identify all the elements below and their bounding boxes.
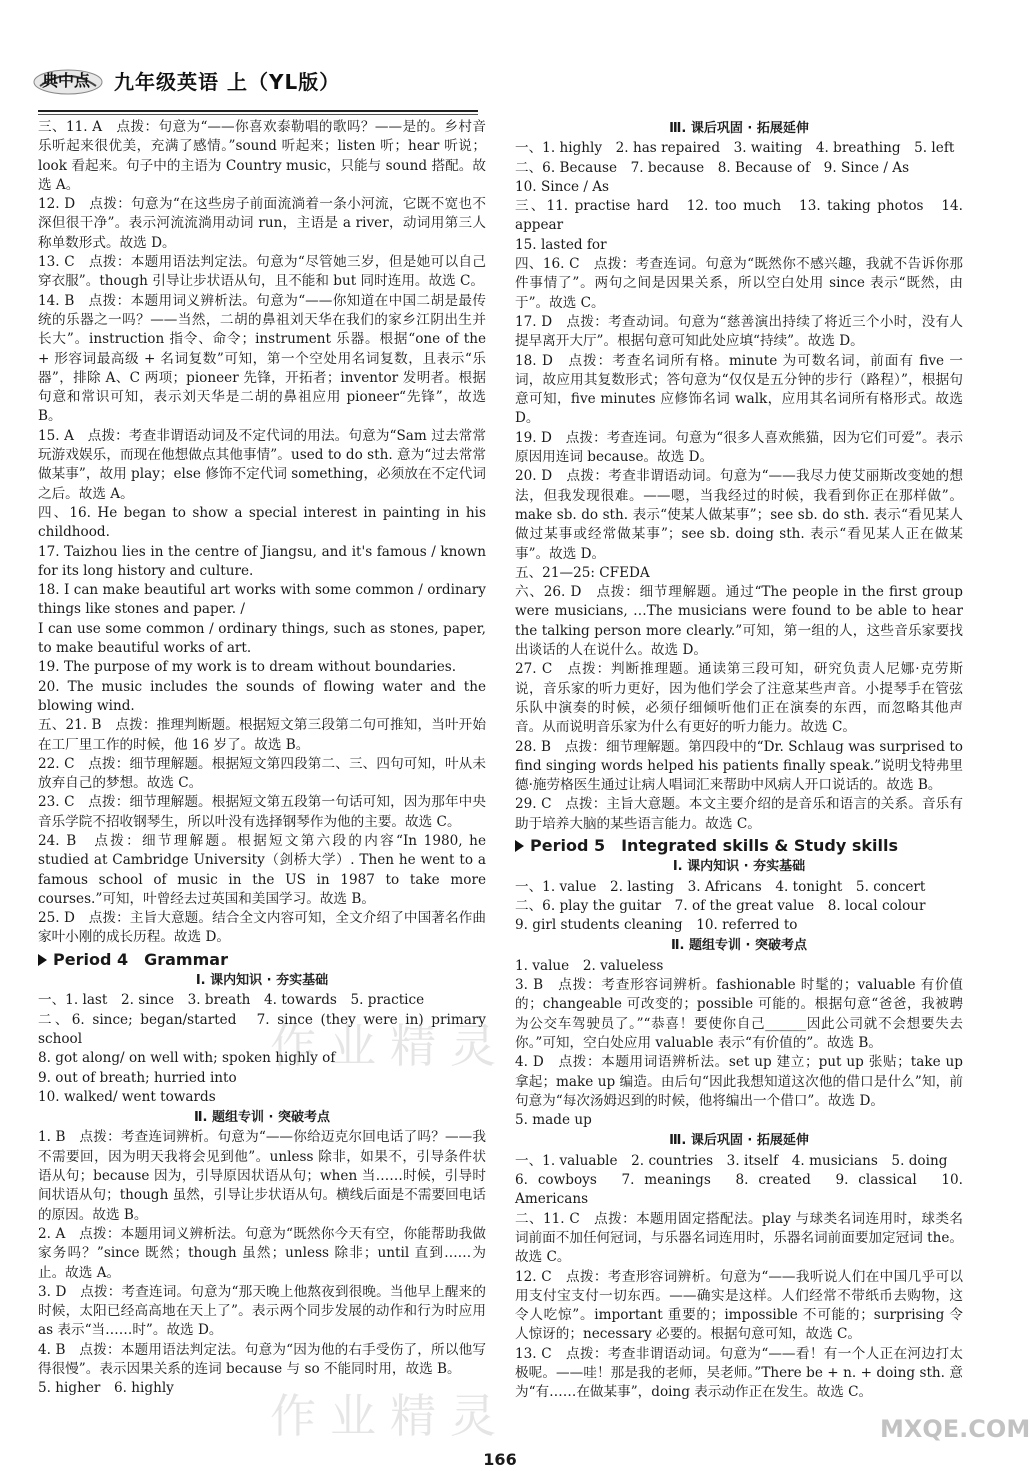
answer-item: 5. made up: [515, 1112, 592, 1129]
answer-item: 19. D 点拨：考查连词。句意为“很多人喜欢熊猫，因为它们可爱”。表示原因用连词 because。故选 D。: [515, 429, 963, 466]
answer-item: 20. D 点拨：考查非谓语动词。句意为“——我尽力使艾丽斯改变她的想法，但我发现很难。——嗯，当我经过的时候，我看到你正在那样做”。make sb. do sth. 表示“使某人做某事”；see sb. do sth. 表示“看见某人做过某事或经常做某事”；see sb. doing sth. 表示“看见某人正在做某事”。故选 D。: [515, 468, 963, 562]
answer-item: 13. C 点拨：本题用语法判定法。句意为“尽管她三岁，但是她可以自己穿衣服”。though 引导让步状语从句，且不能和 but 同时连用。故选 C。: [38, 254, 486, 290]
watermark: 作业精灵: [270, 1019, 510, 1073]
triangle-bullet-icon: [38, 954, 47, 966]
answer-item: 22. C 点拨：细节理解题。根据短文第四段第二、三、四句可知，叶从未放弃自己的梦想。故选 C。: [38, 755, 486, 792]
answer-item: 17. Taizhou lies in the centre of Jiangsu, and it's famous / known for its long history and culture.: [38, 543, 486, 579]
answer-item: 三、11. practise hard 12. too much 13. taking photos 14. appear: [515, 198, 963, 234]
section-subheading: Ⅱ. 题组专训 · 突破考点: [193, 1110, 331, 1126]
header-title: 九年级英语 上（YL版）: [114, 70, 341, 94]
answer-item: 一、1. value 2. lasting 3. Africans 4. tonight 5. concert: [515, 878, 926, 895]
answer-item: 1. value 2. valueless: [515, 957, 664, 974]
section-subheading: Ⅰ. 课内知识 · 夯实基础: [195, 973, 329, 989]
answer-item: 24. B 点拨：细节理解题。根据短文第六段的内容“In 1980, he studied at Cambridge University（剑桥大学）. Then he went to a famous school of music in the US in 1987 to take more courses.”可知，叶曾经去过英国和美国学习。故选 B。: [38, 832, 486, 907]
answer-item: 10. walked/ went towards: [38, 1088, 216, 1105]
answer-item: 23. C 点拨：细节理解题。根据短文第五段第一句话可知，因为那年中央音乐学院不招收钢琴生，所以叶没有选择钢琴作为他的主要。故选 C。: [38, 794, 486, 830]
header-rule: [38, 110, 478, 112]
answer-item: 18. D 点拨：考查名词所有格。minute 为可数名词，前面有 five 一词，故应用其复数形式；答句意为“仅仅是五分钟的步行（路程）”，根据句意可知，five minutes 应修饰名词 walk，应用其名词所有格形式。故选 D。: [515, 352, 963, 427]
answer-item: 四、16. C 点拨：考查连词。句意为“既然你不感兴趣，我就不告诉你那件事情了”。两句之间是因果关系，所以空白处用 since 表示“既然，由于”。故选 C。: [515, 256, 963, 311]
period-heading: [515, 836, 963, 855]
answer-item: 17. D 点拨：考查动词。句意为“慈善演出持续了将近三个小时，没有人提早离开大厅”。根据句意可知此处应填“持续”。故选 D。: [515, 313, 963, 350]
period-heading: [38, 950, 486, 969]
answer-item: 20. The music includes the sounds of flowing water and the blowing wind.: [38, 678, 486, 714]
answer-item: 六、26. D 点拨：细节理解题。通过“The people in the first group were musicians, …The musicians were found to be able to hear the talking person more clearly.”可知，第一组的人，这些音乐家要找出谈话的人在说什么。故选 D。: [515, 584, 963, 659]
period-title: Period 4 Grammar: [53, 949, 228, 969]
answer-item: 三、11. A 点拨：句意为“——你喜欢泰勒唱的歌吗？——是的。乡村音乐听起来很优美，充满了感情。”sound 听起来；listen 听；hear 听说；look 看起来。句子中的主语为 Country music，只能与 sound 搭配。故选 A。: [38, 119, 486, 193]
answer-item: I can use some common / ordinary things, such as stones, paper, to make beautiful works of art.: [38, 620, 486, 657]
answer-item: 15. lasted for: [515, 236, 607, 253]
header-rule-thin: [38, 114, 478, 115]
answer-item: 19. The purpose of my work is to dream without boundaries.: [38, 659, 457, 676]
answer-item: 一、1. last 2. since 3. breath 4. towards 5. practice: [38, 992, 425, 1009]
answer-item: 12. C 点拨：考查形容词辨析。句意为“——我听说人们在中国几乎可以用支付宝支付一切东西。——确实是这样。人们经常不带纸币去购物，这令人吃惊”。important 重要的；impossible 不可能的；surprising 令人惊讶的；necessary 必要的。根据句意可知，故选 C。: [515, 1268, 963, 1343]
answer-item: 13. C 点拨：考查非谓语动词。句意为“——看！有一个人正在河边打太极呢。——哇！那是我的老师，吴老师。”There be + n. + doing sth. 意为“有……在做某事”，doing 表示动作正在发生。故选 C。: [515, 1345, 963, 1401]
answer-item: 一、1. valuable 2. countries 3. itself 4. musicians 5. doing: [515, 1152, 948, 1169]
page-header: [32, 60, 492, 108]
answer-item: 5. higher 6. highly: [38, 1380, 174, 1397]
answer-item: 10. Since / As: [515, 178, 610, 195]
period-title: Period 5 Integrated skills & Study skills: [530, 835, 899, 855]
answer-item: 28. B 点拨：细节理解题。第四段中的“Dr. Schlaug was surprised to find singing words helped his patients finally speak.”说明戈特弗里德·施劳格医生通过让病人唱词汇来帮助中风病人开口说话的。故选 B。: [515, 738, 963, 794]
answer-item: 五、21—25: CFEDA: [515, 564, 650, 581]
section-subheading: Ⅲ. 课后巩固 · 拓展延伸: [669, 1133, 809, 1149]
section-subheading: Ⅱ. 题组专训 · 突破考点: [670, 938, 808, 954]
section-subheading: Ⅰ. 课内知识 · 夯实基础: [672, 859, 806, 875]
answer-item: 四、16. He began to show a special interest in painting in his childhood.: [38, 504, 486, 541]
answer-item: 25. D 点拨：主旨大意题。结合全文内容可知，全文介绍了中国著名作曲家叶小刚的成长历程。故选 D。: [38, 910, 486, 946]
answer-item: 18. I can make beautiful art works with some common / ordinary things like stones and paper. /: [38, 582, 486, 618]
answer-item: 4. D 点拨：本题用词语辨析法。set up 建立；put up 张贴；take up 拿起；make up 编造。由后句“因此我想知道这次他的借口是什么”知，前句意为“每次汤姆迟到的时候，他将编出一个借口”。故选 D。: [515, 1054, 963, 1109]
answer-item: 二、11. C 点拨：本题用固定搭配法。play 与球类名词连用时，球类名词前面不加任何冠词，与乐器名词连用时，乐器名词前面要加定冠词 the。故选 C。: [515, 1210, 963, 1266]
svg-text:典中点: 典中点: [42, 71, 91, 90]
answer-item: 2. A 点拨：本题用词义辨析法。句意为“既然你今天有空，你能帮助我做家务吗？”since 既然；though 虽然；unless 除非；until 直到……为止。故选 A。: [38, 1225, 486, 1281]
answer-item: 6. cowboys 7. meanings 8. created 9. classical 10. Americans: [515, 1172, 963, 1208]
watermark: 作业精灵: [270, 1389, 510, 1443]
book-logo-icon: [32, 62, 104, 96]
answer-item: 二、6. since; began/started 7. since (they were in) primary school: [38, 1011, 486, 1047]
answer-item: 15. A 点拨：考查非谓语动词及不定代词的用法。句意为“Sam 过去常常玩游戏娱乐，而现在他想做点其他事情”。used to do sth. 意为“过去常常做某事”，故用 play；else 修饰不定代词 something，必须放在不定代词之后。故选 A。: [38, 427, 486, 502]
answer-item: 1. B 点拨：考查连词辨析。句意为“——你给迈克尔回电话了吗？——我不需要回，因为明天我将会见到他”。unless 除非，如果不，引导条件状语从句；because 因为，引导原因状语从句；when 当……时候，引导时间状语从句；though 虽然，引导让步状语从句。横线后面是不需要回电话的原因。故选 B。: [38, 1129, 486, 1223]
answer-item: 二、6. play the guitar 7. of the great value 8. local colour: [515, 897, 926, 914]
answer-item: 9. girl students cleaning 10. referred to: [515, 917, 798, 934]
section-subheading: Ⅲ. 课后巩固 · 拓展延伸: [669, 121, 809, 136]
watermark-site: MXQE.COM: [880, 1415, 1030, 1443]
left-column: [38, 118, 486, 1399]
answer-item: 12. D 点拨：句意为“在这些房子前面流淌着一条小河流，它既不宽也不深但很干净”。表示河流流淌用动词 run，主语是 a river，动词用第三人称单数形式。故选 D。: [38, 196, 486, 251]
answer-item: 14. B 点拨：本题用词义辨析法。句意为“——你知道在中国二胡是最传统的乐器之一吗？——当然，二胡的鼻祖刘天华在我们的家乡江阴出生并长大”。instruction 指令、命令；instrument 乐器。根据“one of the + 形容词最高级 + 名词复数”可知，第一个空处用名词复数，且表示“乐器”，排除 A、C 两项；pioneer 先锋，开拓者；inventor 发明者。根据句意和常识可知，表示刘天华是二胡的鼻祖应用 pioneer“先锋”，故选 B。: [38, 292, 486, 425]
answer-item: 8. got along/ on well with; spoken highly of: [38, 1050, 336, 1067]
answer-item: 五、21. B 点拨：推理判断题。根据短文第三段第二句可推知，当叶开始在工厂里工作的时候，他 16 岁了。故选 B。: [38, 717, 486, 753]
right-column: [515, 118, 963, 1403]
answer-item: 3. B 点拨：考查形容词辨析。fashionable 时髦的；valuable 有价值的；changeable 可改变的；possible 可能的。根据句意“爸爸，我被聘为公交车驾驶员了。”“恭喜！要使你自己______因此公司就不会想要失去你。”可知，空白处应用 valuable 表示“有价值的”。故选 B。: [515, 977, 963, 1051]
answer-item: 27. C 点拨：判断推理题。通读第三段可知，研究负责人尼娜·克劳斯说，音乐家的听力更好，因为他们学会了注意某些声音。小提琴手在管弦乐队中演奏的时候，必须仔细倾听他们正在演奏的东西，而忽略其他声音。从而说明音乐家为什么有更好的听力能力。故选 C。: [515, 661, 963, 736]
answer-item: 二、6. Because 7. because 8. Because of 9. Since / As: [515, 159, 910, 176]
answer-item: 4. B 点拨：本题用语法判定法。句意为“因为他的右手受伤了，所以他写得很慢”。表示因果关系的连词 because 与 so 不能同时用，故选 B。: [38, 1341, 486, 1377]
triangle-bullet-icon: [515, 840, 524, 852]
answer-item: 29. C 点拨：主旨大意题。本文主要介绍的是音乐和语言的关系。音乐有助于培养大脑的某些语言能力。故选 C。: [515, 796, 963, 832]
page-number: 166: [483, 1450, 517, 1469]
answer-item: 一、1. highly 2. has repaired 3. waiting 4. breathing 5. left: [515, 140, 955, 157]
answer-item: 3. D 点拨：考查连词。句意为“那天晚上他熬夜到很晚。当他早上醒来的时候，太阳已经高高地在天上了”。表示两个同步发展的动作和行为时应用 as 表示“当……时”。故选 D。: [38, 1283, 486, 1339]
answer-item: 9. out of breath; hurried into: [38, 1069, 237, 1086]
